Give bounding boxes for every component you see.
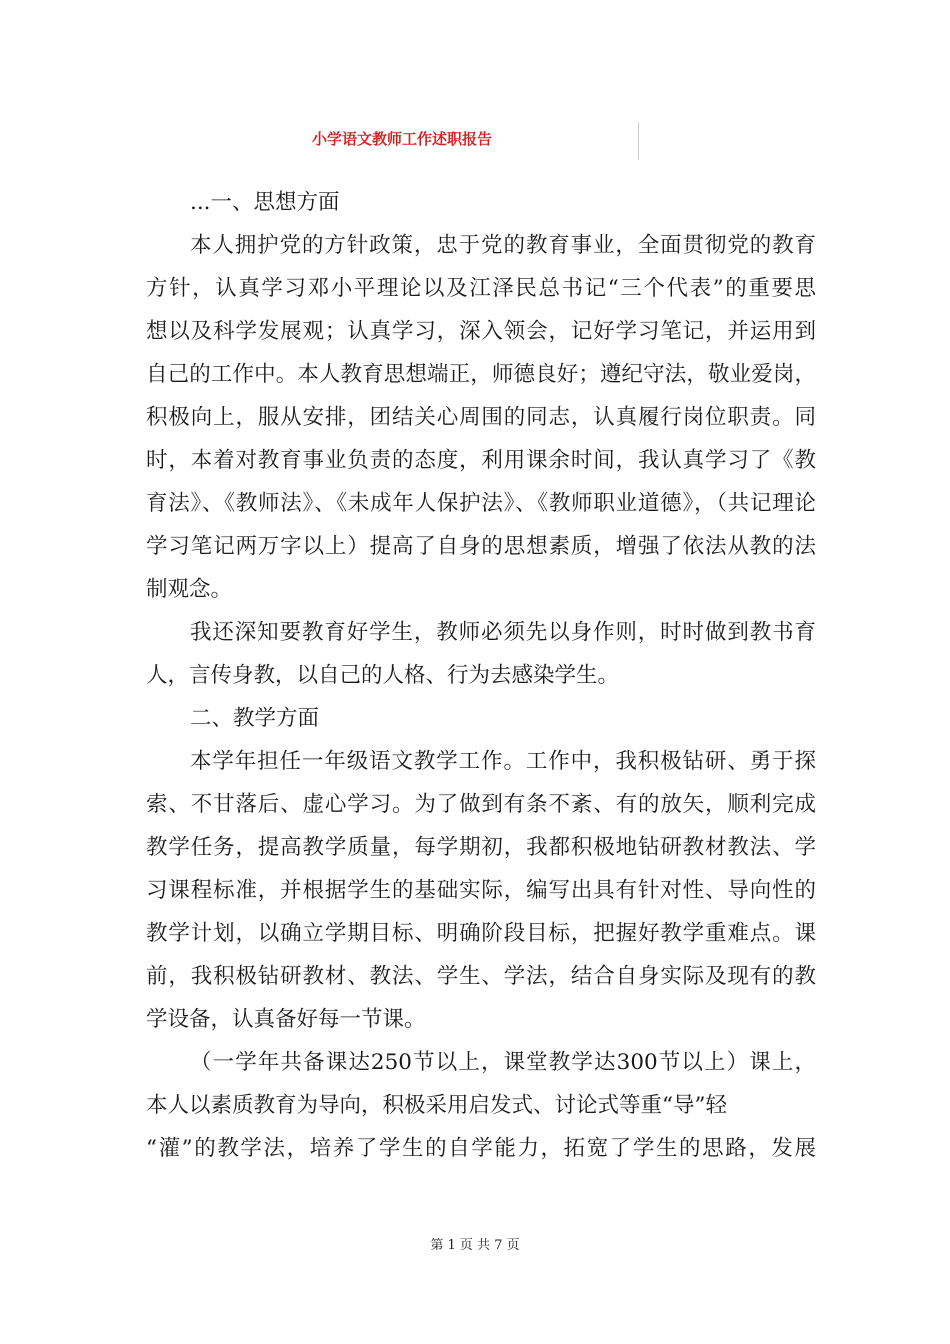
paragraph-line: 学设备，认真备好每一节课。: [146, 1007, 426, 1032]
paragraph-line: 教学任务，提高教学质量，每学期初，我都积极地钻研教材教法、学: [146, 835, 816, 860]
paragraph-line: 学习笔记两万字以上）提高了自身的思想素质，增强了依法从教的法: [146, 534, 816, 559]
paragraph-line: 前，我积极钻研教材、教法、学生、学法，结合自身实际及现有的教: [146, 964, 816, 989]
paragraph-line: 本人以素质教育为导向，积极采用启发式、讨论式等重“导”轻: [146, 1093, 727, 1118]
document-title: 小学语文教师工作述职报告: [312, 130, 493, 148]
paragraph-line: （一学年共备课达250节以上，课堂教学达300节以上）课上，: [190, 1050, 816, 1075]
paragraph-line: 本人拥护党的方针政策，忠于党的教育事业，全面贯彻党的教育: [190, 233, 816, 258]
paragraph-line: 自己的工作中。本人教育思想端正，师德良好；遵纪守法，敬业爱岗，: [146, 362, 816, 387]
paragraph-line: “灌”的教学法，培养了学生的自学能力，拓宽了学生的思路，发展: [146, 1136, 816, 1161]
paragraph-line: 人，言传身教，以自己的人格、行为去感染学生。: [146, 663, 620, 688]
section-heading-teaching: 二、教学方面: [190, 706, 320, 731]
paragraph-line: 育法》、《教师法》、《未成年人保护法》、《教师职业道德》，（共记理论: [146, 491, 816, 516]
paragraph-line: 制观念。: [146, 577, 233, 602]
paragraph-line: 习课程标准，并根据学生的基础实际，编写出具有针对性、导向性的: [146, 878, 816, 903]
paragraph-line: 本学年担任一年级语文教学工作。工作中，我积极钻研、勇于探: [190, 749, 816, 774]
paragraph-line: 索、不甘落后、虚心学习。为了做到有条不紊、有的放矢，顺利完成: [146, 792, 816, 817]
paragraph-line: 教学计划，以确立学期目标、明确阶段目标，把握好教学重难点。课: [146, 921, 816, 946]
title-divider: [638, 122, 639, 160]
paragraph-line: 想以及科学发展观；认真学习，深入领会，记好学习笔记，并运用到: [146, 319, 816, 344]
paragraph-line: 积极向上，服从安排，团结关心周围的同志，认真履行岗位职责。同: [146, 405, 816, 430]
page-number-footer: 第 1 页 共 7 页: [430, 1238, 520, 1253]
paragraph-line: 方针，认真学习邓小平理论以及江泽民总书记“三个代表”的重要思: [146, 276, 816, 301]
section-heading-thought: ...一、思想方面: [190, 190, 340, 215]
paragraph-line: 时，本着对教育事业负责的态度，利用课余时间，我认真学习了《教: [146, 448, 816, 473]
paragraph-line: 我还深知要教育好学生，教师必须先以身作则，时时做到教书育: [190, 620, 816, 645]
